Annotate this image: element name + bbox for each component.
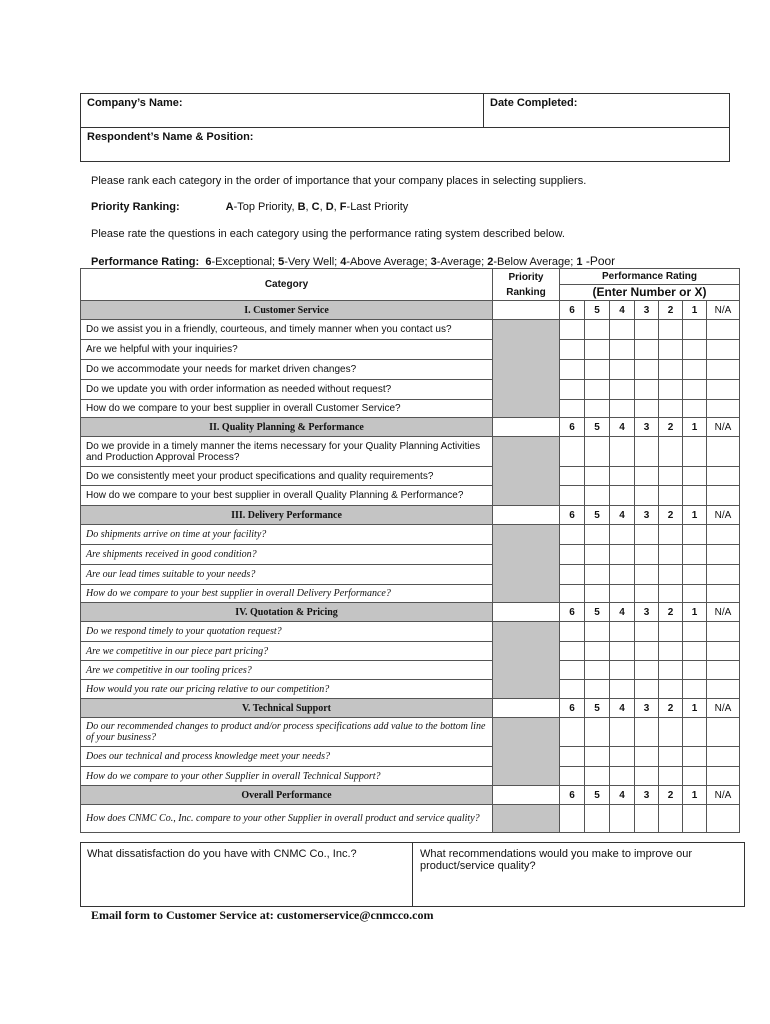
question-row	[81, 565, 740, 585]
question-text: How do we compare to your best supplier in overall Quality Planning & Performance?	[81, 486, 493, 506]
question-row	[81, 400, 740, 418]
question-text: Are we helpful with your inquiries?	[81, 340, 493, 360]
feedback-box	[80, 842, 745, 907]
rating-input-cell[interactable]	[585, 320, 610, 340]
priority-shaded-cell	[493, 805, 560, 833]
na-input-cell[interactable]	[707, 380, 740, 400]
rating-input-cell[interactable]	[659, 360, 683, 380]
rating-input-cell[interactable]	[585, 486, 610, 506]
company-name-field[interactable]	[81, 94, 484, 128]
na-input-cell[interactable]	[707, 585, 740, 603]
rating-input-cell[interactable]	[585, 718, 610, 747]
rating-label: 5	[585, 786, 610, 805]
respondent-field[interactable]	[81, 128, 730, 162]
question-text: How do we compare to your best supplier in overall Customer Service?	[81, 400, 493, 418]
rating-input-cell[interactable]	[560, 437, 585, 467]
question-text: Does our technical and process knowledge meet your needs?	[81, 747, 493, 767]
na-input-cell[interactable]	[707, 545, 740, 565]
na-input-cell[interactable]	[707, 622, 740, 642]
rating-input-cell[interactable]	[683, 805, 707, 833]
intro-line-1: Please rank each category in the order of importance that your company places in selecting suppliers.	[91, 175, 587, 187]
rating-input-cell[interactable]	[585, 400, 610, 418]
rating-input-cell[interactable]	[585, 467, 610, 486]
priority-ranking-header: Priority Ranking	[493, 269, 560, 301]
question-row	[81, 680, 740, 699]
rating-input-cell[interactable]	[683, 380, 707, 400]
rating-label: 5	[585, 301, 610, 320]
section-title: Overall Performance	[81, 786, 493, 805]
rating-input-cell[interactable]	[585, 680, 610, 699]
rating-label: 2	[659, 301, 683, 320]
rating-input-cell[interactable]	[683, 437, 707, 467]
rating-label: 3	[635, 786, 659, 805]
rating-label: 6	[560, 786, 585, 805]
question-text: Are our lead times suitable to your needs?	[81, 565, 493, 585]
rating-label: 2	[659, 786, 683, 805]
section-header-row	[81, 603, 740, 622]
section-header-row	[81, 699, 740, 718]
na-label: N/A	[707, 418, 740, 437]
rating-input-cell[interactable]	[585, 805, 610, 833]
na-label: N/A	[707, 603, 740, 622]
question-row	[81, 360, 740, 380]
question-row	[81, 320, 740, 340]
rating-input-cell[interactable]	[560, 486, 585, 506]
rating-input-cell[interactable]	[659, 585, 683, 603]
rating-input-cell[interactable]	[659, 380, 683, 400]
rating-input-cell[interactable]	[585, 585, 610, 603]
question-text: How do we compare to your other Supplier in overall Technical Support?	[81, 767, 493, 786]
rating-input-cell[interactable]	[560, 805, 585, 833]
rating-input-cell[interactable]	[635, 340, 659, 360]
question-text: Do shipments arrive on time at your facility?	[81, 525, 493, 545]
rating-input-cell[interactable]	[635, 718, 659, 747]
rating-input-cell[interactable]	[659, 680, 683, 699]
rating-input-cell[interactable]	[635, 437, 659, 467]
rating-label: 4	[610, 418, 635, 437]
question-text: How do we compare to your best supplier in overall Delivery Performance?	[81, 585, 493, 603]
rating-input-cell[interactable]	[659, 805, 683, 833]
question-row	[81, 437, 740, 467]
question-row	[81, 718, 740, 747]
question-row	[81, 642, 740, 661]
rating-input-cell[interactable]	[659, 437, 683, 467]
email-instruction: Email form to Customer Service at: customerservice@cnmcco.com	[91, 908, 434, 922]
rating-input-cell[interactable]	[659, 525, 683, 545]
rating-input-cell[interactable]	[659, 400, 683, 418]
question-row	[81, 805, 740, 833]
rating-input-cell[interactable]	[635, 545, 659, 565]
rating-label: 4	[610, 786, 635, 805]
rating-input-cell[interactable]	[635, 805, 659, 833]
rating-input-cell[interactable]	[635, 767, 659, 786]
question-row	[81, 622, 740, 642]
rating-input-cell[interactable]	[683, 661, 707, 680]
na-input-cell[interactable]	[707, 467, 740, 486]
na-label: N/A	[707, 506, 740, 525]
rating-input-cell[interactable]	[560, 747, 585, 767]
recommendations-field[interactable]	[414, 843, 744, 906]
rating-input-cell[interactable]	[635, 680, 659, 699]
rating-input-cell[interactable]	[560, 767, 585, 786]
rating-input-cell[interactable]	[610, 805, 635, 833]
dissatisfaction-question: What dissatisfaction do you have with CNMC Co., Inc.?	[87, 848, 357, 860]
rating-input-cell[interactable]	[560, 400, 585, 418]
rating-input-cell[interactable]	[610, 747, 635, 767]
section-title: IV. Quotation & Pricing	[81, 603, 493, 622]
rating-input-cell[interactable]	[585, 437, 610, 467]
rating-input-cell[interactable]	[635, 585, 659, 603]
rating-input-cell[interactable]	[683, 486, 707, 506]
rating-input-cell[interactable]	[635, 320, 659, 340]
rating-input-cell[interactable]	[683, 642, 707, 661]
na-label: N/A	[707, 699, 740, 718]
recommendations-question: What recommendations would you make to improve our product/service quality?	[420, 848, 693, 872]
priority-shaded-cell	[493, 622, 560, 699]
priority-ranking-input[interactable]	[493, 786, 560, 805]
priority-shaded-cell	[493, 320, 560, 418]
section-title: II. Quality Planning & Performance	[81, 418, 493, 437]
rating-input-cell[interactable]	[560, 467, 585, 486]
rating-input-cell[interactable]	[560, 661, 585, 680]
rating-label: 5	[585, 506, 610, 525]
rating-input-cell[interactable]	[585, 545, 610, 565]
rating-input-cell[interactable]	[610, 661, 635, 680]
rating-input-cell[interactable]	[635, 400, 659, 418]
performance-rating-header: Performance Rating	[560, 269, 740, 285]
na-input-cell[interactable]	[707, 340, 740, 360]
rating-input-cell[interactable]	[610, 525, 635, 545]
rating-input-cell[interactable]	[683, 747, 707, 767]
rating-input-cell[interactable]	[683, 585, 707, 603]
rating-input-cell[interactable]	[585, 767, 610, 786]
rating-input-cell[interactable]	[659, 486, 683, 506]
priority-ranking-input[interactable]	[493, 603, 560, 622]
performance-rating-label: Performance Rating:	[91, 256, 200, 268]
na-input-cell[interactable]	[707, 437, 740, 467]
question-row	[81, 767, 740, 786]
rating-input-cell[interactable]	[683, 622, 707, 642]
section-header-row	[81, 301, 740, 320]
rating-label: 2	[659, 603, 683, 622]
rating-input-cell[interactable]	[635, 661, 659, 680]
question-text: Do our recommended changes to product and/or process specifications add value to the bottom line of your business?	[81, 718, 493, 747]
priority-ranking-input[interactable]	[493, 699, 560, 718]
rating-input-cell[interactable]	[585, 661, 610, 680]
rating-label: 3	[635, 506, 659, 525]
rating-input-cell[interactable]	[659, 767, 683, 786]
na-input-cell[interactable]	[707, 805, 740, 833]
rating-input-cell[interactable]	[610, 565, 635, 585]
rating-label: 1	[683, 506, 707, 525]
rating-label: 3	[635, 699, 659, 718]
rating-label: 5	[585, 418, 610, 437]
rating-label: 3	[635, 301, 659, 320]
na-input-cell[interactable]	[707, 486, 740, 506]
rating-input-cell[interactable]	[585, 360, 610, 380]
rating-input-cell[interactable]	[683, 767, 707, 786]
rating-input-cell[interactable]	[635, 747, 659, 767]
na-input-cell[interactable]	[707, 525, 740, 545]
na-input-cell[interactable]	[707, 320, 740, 340]
rating-input-cell[interactable]	[560, 340, 585, 360]
priority-shaded-cell	[493, 437, 560, 506]
na-input-cell[interactable]	[707, 747, 740, 767]
rating-input-cell[interactable]	[659, 718, 683, 747]
question-row	[81, 525, 740, 545]
na-input-cell[interactable]	[707, 565, 740, 585]
rating-input-cell[interactable]	[610, 642, 635, 661]
na-input-cell[interactable]	[707, 680, 740, 699]
rating-input-cell[interactable]	[635, 622, 659, 642]
priority-ranking-input[interactable]	[493, 301, 560, 320]
rating-input-cell[interactable]	[585, 340, 610, 360]
rating-input-cell[interactable]	[610, 486, 635, 506]
header-table	[80, 93, 730, 162]
question-text: Do we respond timely to your quotation request?	[81, 622, 493, 642]
company-name-label: Company’s Name:	[87, 97, 183, 109]
survey-table	[80, 268, 740, 833]
rating-label: 4	[610, 301, 635, 320]
priority-ranking-label: Priority Ranking:	[91, 201, 180, 213]
rating-input-cell[interactable]	[585, 380, 610, 400]
intro-line-3: Please rate the questions in each category using the performance rating system described below.	[91, 228, 565, 240]
date-completed-field[interactable]	[484, 94, 730, 128]
rating-input-cell[interactable]	[659, 340, 683, 360]
question-row	[81, 380, 740, 400]
date-completed-label: Date Completed:	[490, 97, 578, 109]
rating-input-cell[interactable]	[635, 642, 659, 661]
rating-input-cell[interactable]	[610, 767, 635, 786]
rating-input-cell[interactable]	[560, 545, 585, 565]
rating-input-cell[interactable]	[683, 467, 707, 486]
rating-label: 6	[560, 506, 585, 525]
rating-input-cell[interactable]	[560, 642, 585, 661]
rating-label: 3	[635, 418, 659, 437]
rating-input-cell[interactable]	[610, 320, 635, 340]
rating-input-cell[interactable]	[635, 467, 659, 486]
question-text: Are shipments received in good condition?	[81, 545, 493, 565]
rating-input-cell[interactable]	[585, 622, 610, 642]
priority-ranking-input[interactable]	[493, 506, 560, 525]
section-title: V. Technical Support	[81, 699, 493, 718]
rating-input-cell[interactable]	[560, 680, 585, 699]
rating-label: 3	[635, 603, 659, 622]
performance-rating-subheader: (Enter Number or X)	[560, 285, 740, 301]
category-header: Category	[81, 269, 493, 301]
performance-rating-line: Performance Rating: 6-Exceptional; 5-Very Well; 4-Above Average; 3-Average; 2-Below Average; 1 -Poor	[91, 254, 616, 268]
rating-input-cell[interactable]	[585, 747, 610, 767]
rating-label: 6	[560, 301, 585, 320]
rating-label: 6	[560, 699, 585, 718]
question-row	[81, 486, 740, 506]
rating-input-cell[interactable]	[610, 467, 635, 486]
na-input-cell[interactable]	[707, 642, 740, 661]
rating-input-cell[interactable]	[683, 340, 707, 360]
question-text: Are we competitive in our piece part pricing?	[81, 642, 493, 661]
rating-input-cell[interactable]	[560, 380, 585, 400]
section-header-row	[81, 506, 740, 525]
rating-input-cell[interactable]	[683, 320, 707, 340]
rating-input-cell[interactable]	[560, 718, 585, 747]
na-label: N/A	[707, 786, 740, 805]
question-text: Do we assist you in a friendly, courteous, and timely manner when you contact us?	[81, 320, 493, 340]
rating-input-cell[interactable]	[560, 622, 585, 642]
rating-input-cell[interactable]	[610, 718, 635, 747]
rating-input-cell[interactable]	[560, 585, 585, 603]
section-header-row	[81, 418, 740, 437]
na-label: N/A	[707, 301, 740, 320]
rating-label: 4	[610, 506, 635, 525]
rating-label: 1	[683, 418, 707, 437]
question-text: How does CNMC Co., Inc. compare to your other Supplier in overall product and service quality?	[81, 805, 493, 833]
rating-input-cell[interactable]	[659, 747, 683, 767]
rating-label: 6	[560, 418, 585, 437]
rating-input-cell[interactable]	[683, 718, 707, 747]
section-title: I. Customer Service	[81, 301, 493, 320]
na-input-cell[interactable]	[707, 400, 740, 418]
question-row	[81, 747, 740, 767]
rating-input-cell[interactable]	[635, 486, 659, 506]
question-text: Do we consistently meet your product specifications and quality requirements?	[81, 467, 493, 486]
dissatisfaction-field[interactable]	[81, 843, 413, 906]
question-text: Are we competitive in our tooling prices?	[81, 661, 493, 680]
rating-label: 4	[610, 699, 635, 718]
priority-shaded-cell	[493, 718, 560, 786]
rating-input-cell[interactable]	[585, 565, 610, 585]
rating-input-cell[interactable]	[635, 565, 659, 585]
priority-ranking-line: Priority Ranking: A-Top Priority, B, C, D, F-Last Priority	[91, 201, 409, 213]
question-text: How would you rate our pricing relative to our competition?	[81, 680, 493, 699]
rating-input-cell[interactable]	[659, 622, 683, 642]
rating-input-cell[interactable]	[635, 525, 659, 545]
section-title: III. Delivery Performance	[81, 506, 493, 525]
rating-input-cell[interactable]	[635, 360, 659, 380]
respondent-label: Respondent’s Name & Position:	[87, 131, 254, 143]
rating-input-cell[interactable]	[585, 642, 610, 661]
rating-label: 1	[683, 603, 707, 622]
rating-input-cell[interactable]	[659, 467, 683, 486]
rating-input-cell[interactable]	[610, 585, 635, 603]
question-text: Do we accommodate your needs for market driven changes?	[81, 360, 493, 380]
rating-input-cell[interactable]	[659, 320, 683, 340]
rating-input-cell[interactable]	[610, 545, 635, 565]
rating-input-cell[interactable]	[585, 525, 610, 545]
rating-input-cell[interactable]	[683, 360, 707, 380]
rating-label: 5	[585, 699, 610, 718]
rating-input-cell[interactable]	[683, 545, 707, 565]
rating-input-cell[interactable]	[610, 400, 635, 418]
na-input-cell[interactable]	[707, 767, 740, 786]
na-input-cell[interactable]	[707, 661, 740, 680]
rating-input-cell[interactable]	[610, 437, 635, 467]
question-text: Do we update you with order information as needed without request?	[81, 380, 493, 400]
rating-input-cell[interactable]	[560, 565, 585, 585]
question-row	[81, 340, 740, 360]
rating-label: 5	[585, 603, 610, 622]
rating-input-cell[interactable]	[560, 360, 585, 380]
question-row	[81, 661, 740, 680]
rating-label: 4	[610, 603, 635, 622]
na-input-cell[interactable]	[707, 718, 740, 747]
priority-ranking-input[interactable]	[493, 418, 560, 437]
rating-input-cell[interactable]	[683, 400, 707, 418]
rating-label: 2	[659, 506, 683, 525]
rating-input-cell[interactable]	[560, 320, 585, 340]
rating-input-cell[interactable]	[659, 565, 683, 585]
rating-input-cell[interactable]	[659, 661, 683, 680]
question-row	[81, 585, 740, 603]
question-row	[81, 467, 740, 486]
rating-input-cell[interactable]	[683, 525, 707, 545]
rating-input-cell[interactable]	[610, 380, 635, 400]
rating-input-cell[interactable]	[635, 380, 659, 400]
rating-input-cell[interactable]	[659, 642, 683, 661]
section-header-row	[81, 786, 740, 805]
rating-label: 1	[683, 699, 707, 718]
rating-input-cell[interactable]	[610, 622, 635, 642]
rating-label: 6	[560, 603, 585, 622]
rating-label: 1	[683, 786, 707, 805]
rating-label: 2	[659, 418, 683, 437]
rating-input-cell[interactable]	[560, 525, 585, 545]
rating-label: 1	[683, 301, 707, 320]
rating-input-cell[interactable]	[610, 680, 635, 699]
question-row	[81, 545, 740, 565]
priority-shaded-cell	[493, 525, 560, 603]
rating-label: 2	[659, 699, 683, 718]
rating-input-cell[interactable]	[610, 340, 635, 360]
rating-input-cell[interactable]	[659, 545, 683, 565]
na-input-cell[interactable]	[707, 360, 740, 380]
rating-input-cell[interactable]	[683, 565, 707, 585]
rating-input-cell[interactable]	[610, 360, 635, 380]
question-text: Do we provide in a timely manner the items necessary for your Quality Planning Activities and Production Approval Process?	[81, 437, 493, 467]
rating-input-cell[interactable]	[683, 680, 707, 699]
